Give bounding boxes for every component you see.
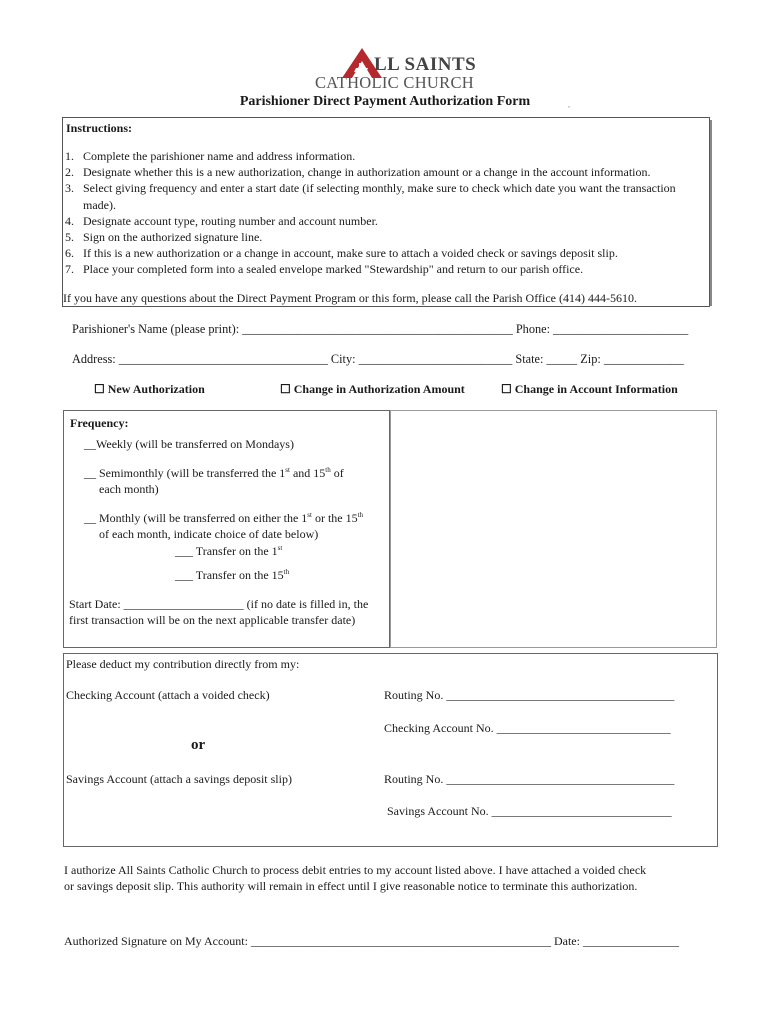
monthly-line2: of each month, indicate choice of date below) <box>99 527 319 541</box>
contact-note: If you have any questions about the Direct Payment Program or this form, please call the Parish Office (414) 444-5610. <box>63 291 637 305</box>
transfer-1st-sup: st <box>277 544 283 552</box>
form-title: Parishioner Direct Payment Authorization Form <box>239 94 531 109</box>
authorization-line1: I authorize All Saints Catholic Church to process debit entries to my account listed above. I have attached a voided check <box>64 863 647 877</box>
checking-account-label: Checking Account (attach a voided check) <box>66 688 270 702</box>
address-field[interactable]: Address: __________________________________ City: _________________________ State: _____ Zip: _____________ <box>72 352 684 366</box>
semimonthly-line2: each month) <box>99 482 159 496</box>
instruction-number: 6. <box>65 246 74 261</box>
instruction-text: Sign on the authorized signature line. <box>83 230 263 245</box>
monthly-sup: st <box>307 511 312 519</box>
signature-date-field[interactable]: Authorized Signature on My Account: __________________________________________________ Date: ________________ <box>64 934 679 948</box>
instruction-text: Designate account type, routing number and account number. <box>83 213 378 228</box>
frequency-heading: Frequency: <box>70 416 129 430</box>
instruction-item <box>63 180 709 212</box>
monthly-option[interactable] <box>84 511 363 526</box>
deduct-heading: Please deduct my contribution directly from my: <box>66 657 300 671</box>
start-date-field[interactable]: Start Date: ____________________ (if no date is filled in, the <box>69 597 369 611</box>
monthly-sup: th <box>357 511 364 519</box>
checking-routing-field[interactable]: Routing No. ______________________________________ <box>384 688 675 702</box>
instruction-item <box>63 213 709 229</box>
semimonthly-text: and 15 <box>289 466 326 480</box>
monthly-text: __ Monthly (will be transferred on either the 1 <box>84 511 308 525</box>
frequency-box <box>63 410 390 648</box>
instruction-text: Designate whether this is a new authorization, change in authorization amount or a change in the account information. <box>83 165 651 180</box>
transfer-1st-option[interactable] <box>175 544 282 559</box>
authorization-line2: or savings deposit slip. This authority will remain in effect until I give reasonable notice to terminate this authorization. <box>64 879 638 893</box>
instruction-number: 1. <box>65 149 74 163</box>
instruction-number: 5. <box>65 230 74 245</box>
instruction-number: 3. <box>65 181 74 196</box>
instruction-number: 4. <box>65 213 74 228</box>
instruction-text: If this is a new authorization or a change in account, make sure to attach a voided check or savings deposit slip. <box>83 246 618 261</box>
semimonthly-sup: st <box>285 466 290 474</box>
instruction-text: Select giving frequency and enter a start date (if selecting monthly, make sure to check which date you want the transaction made). <box>83 181 676 212</box>
instruction-item <box>63 245 709 261</box>
or-separator: or <box>191 737 206 753</box>
transfer-1st-text: ___ Transfer on the 1 <box>175 544 278 558</box>
start-date-note: first transaction will be on the next applicable transfer date) <box>69 613 356 627</box>
instruction-item <box>63 164 709 180</box>
semimonthly-option[interactable] <box>84 466 344 481</box>
instructions-box <box>62 117 710 307</box>
instruction-number: 7. <box>65 262 74 277</box>
weekly-option[interactable]: __Weekly (will be transferred on Mondays) <box>84 437 294 451</box>
transfer-15th-option[interactable] <box>175 568 289 583</box>
semimonthly-text: of <box>330 466 344 480</box>
account-box <box>63 653 718 847</box>
change-amount-checkbox[interactable]: ☐ Change in Authorization Amount <box>280 382 465 396</box>
savings-account-label: Savings Account (attach a savings deposit slip) <box>66 772 292 786</box>
instructions-heading: Instructions: <box>66 121 133 135</box>
change-account-checkbox[interactable]: ☐ Change in Account Information <box>501 382 678 396</box>
checking-account-field[interactable]: Checking Account No. _____________________________ <box>384 721 671 735</box>
instruction-item <box>63 148 709 164</box>
church-logo <box>315 46 488 94</box>
instruction-item <box>63 229 709 245</box>
logo-line1: LL SAINTS <box>374 54 477 75</box>
savings-routing-field[interactable]: Routing No. ______________________________________ <box>384 772 675 786</box>
transfer-15th-sup: th <box>283 568 290 576</box>
savings-account-field[interactable]: Savings Account No. ______________________________ <box>387 804 672 818</box>
logo-line2: CATHOLIC CHURCH <box>315 73 474 92</box>
instruction-text: Complete the parishioner name and address information. <box>83 149 356 163</box>
instruction-item <box>63 261 709 277</box>
transfer-15th-text: ___ Transfer on the 15 <box>175 568 284 582</box>
instruction-text: Place your completed form into a sealed envelope marked "Stewardship" and return to our parish office. <box>83 262 584 277</box>
new-authorization-checkbox[interactable]: ☐ New Authorization <box>94 382 205 396</box>
instruction-number: 2. <box>65 165 74 180</box>
semimonthly-sup: th <box>325 466 331 474</box>
stray-mark: , <box>568 100 570 109</box>
name-phone-field[interactable]: Parishioner's Name (please print): ____________________________________________ Phone: ______________________ <box>72 322 689 336</box>
semimonthly-text: __ Semimonthly (will be transferred the 1 <box>84 466 286 480</box>
instructions-list <box>63 148 709 278</box>
monthly-text: or the 15 <box>311 511 358 525</box>
blank-box <box>390 410 717 648</box>
